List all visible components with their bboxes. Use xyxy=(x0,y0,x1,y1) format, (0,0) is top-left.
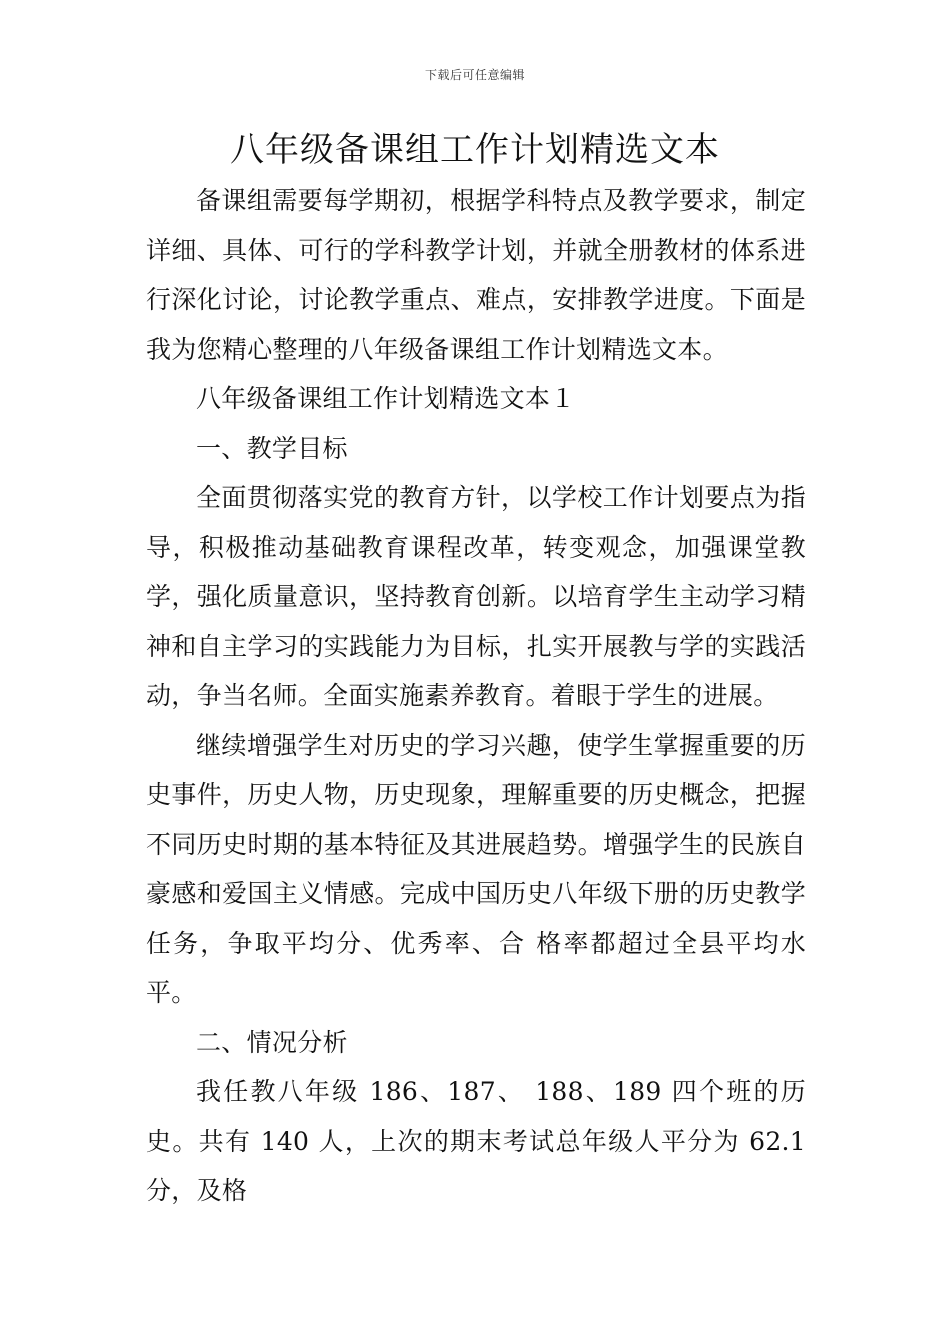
heading-teaching-goals: 一、教学目标 xyxy=(196,433,348,463)
document-title: 八年级备课组工作计划精选文本 xyxy=(230,130,720,170)
intro-paragraph: 备课组需要每学期初，根据学科特点及教学要求，制定详细、具体、可行的学科教学计划，并就全册教材的体系进行深化讨论，讨论教学重点、难点，安排教学进度。下面是我为您精心整理的八年级备课组工作计划精选文本。 xyxy=(146,186,806,364)
document-body xyxy=(146,176,806,1216)
heading-situation-analysis: 二、情况分析 xyxy=(196,1027,348,1057)
goals-paragraph-1: 全面贯彻落实党的教育方针，以学校工作计划要点为指导，积极推动基础教育课程改革，转变观念，加强课堂教学，强化质量意识，坚持教育创新。以培育学生主动学习精神和自主学习的实践能力为目标，扎实开展教与学的实践活动，争当名师。全面实施素养教育。着眼于学生的进展。 xyxy=(146,483,806,710)
goals-paragraph-2: 继续增强学生对历史的学习兴趣，使学生掌握重要的历史事件，历史人物，历史现象，理解重要的历史概念，把握不同历史时期的基本特征及其进展趋势。增强学生的民族自豪感和爱国主义情感。完成中国历史八年级下册的历史教学任务，争取平均分、优秀率、合 格率都超过全县平均水平。 xyxy=(146,730,806,1007)
header-note: 下载后可任意编辑 xyxy=(424,68,525,82)
section-heading-text-1: 八年级备课组工作计划精选文本１ xyxy=(196,384,576,413)
analysis-paragraph: 我任教八年级 186、187、 188、189 四个班的历史。共有 140 人，上次的期末考试总年级人平分为 62.1 分，及格 xyxy=(146,1077,806,1205)
